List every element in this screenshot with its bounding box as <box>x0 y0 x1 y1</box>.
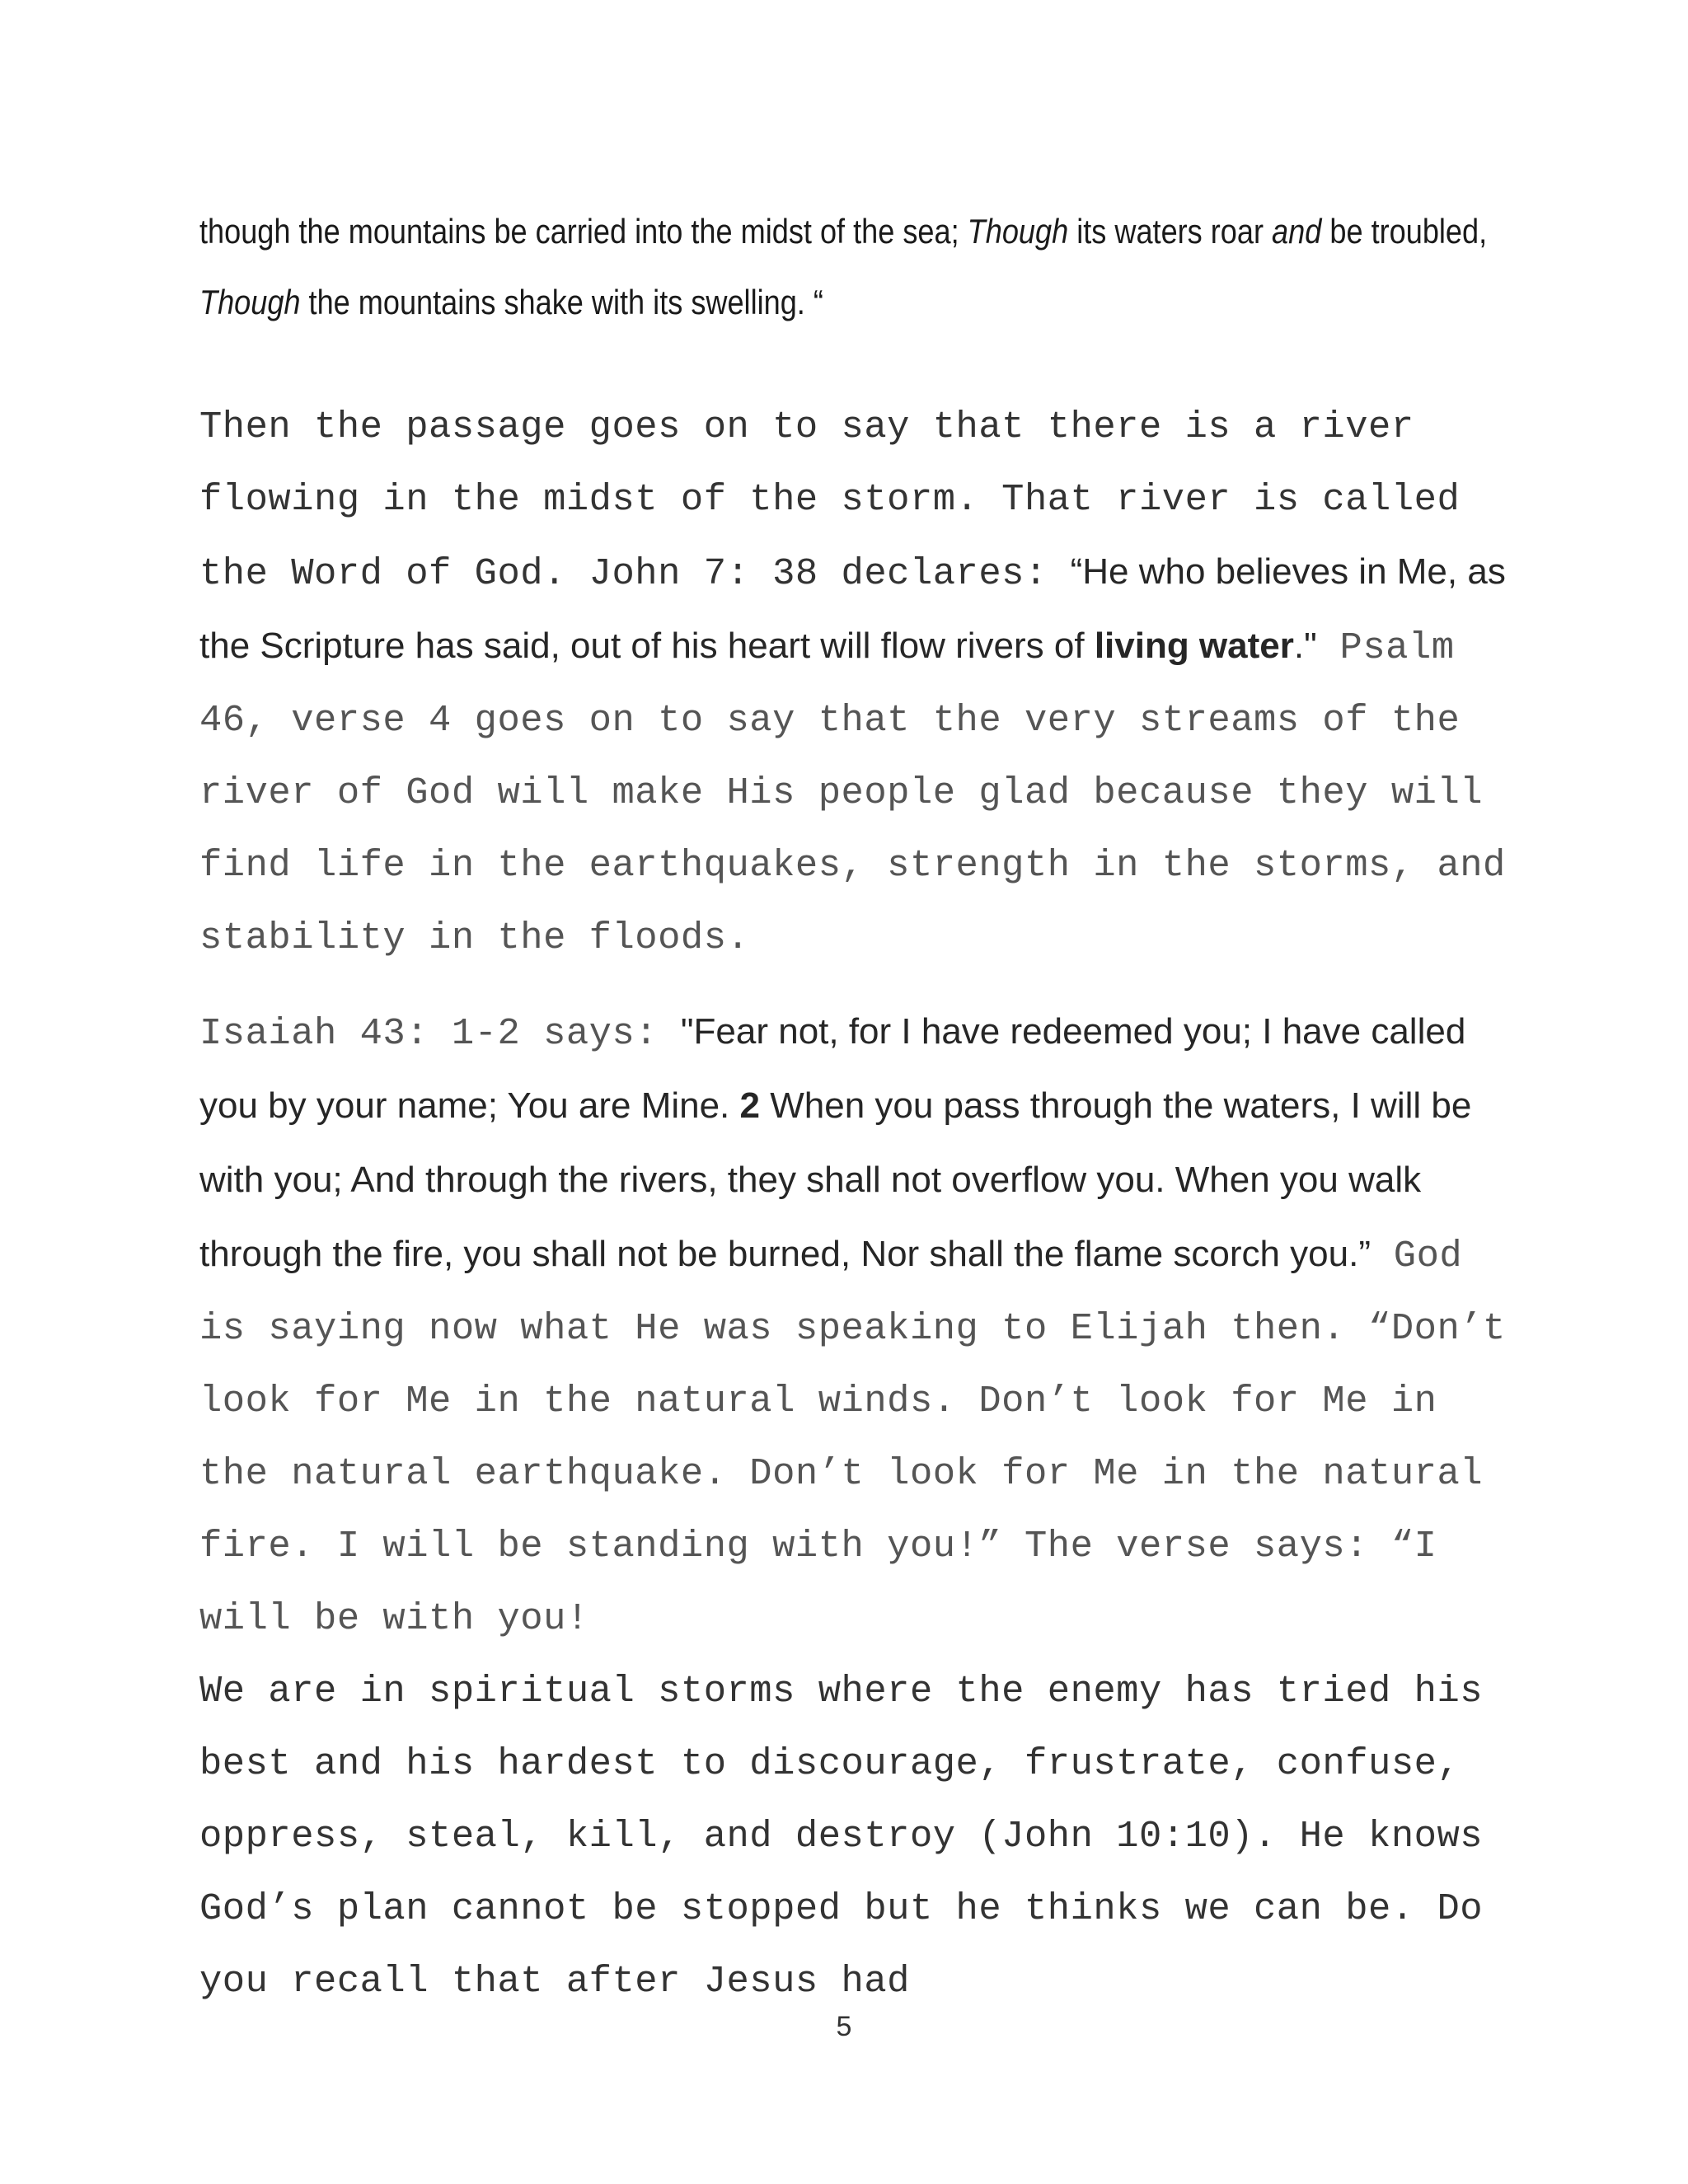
p3-quote-isaiah-part-1: "Fear not, for I have redeemed you; I have called you by your name; You are Mine. <box>199 1011 1466 1126</box>
p1-italic-and: and <box>1272 212 1322 251</box>
p1-italic-though-2: Though <box>199 283 301 321</box>
p4-text-a: We are in spiritual storms where the enemy has tried his best and his hardest to discourage, frustrate, confuse, oppress, steal, kill, and destroy (John 10:10). He knows God’s plan cannot be stopped but he thinks we can be. Do you recall that after Jesus had <box>199 1670 1484 2003</box>
p3-verse-number: 2 <box>739 1085 760 1126</box>
p1-text-c: its waters roar <box>1068 212 1273 251</box>
page-number: 5 <box>836 2011 852 2042</box>
p2-text-e: Psalm 46, verse 4 goes on to say that the very streams of the river of God will make His people glad because they will find life in the earthquakes, strength in the storms, and stability in the floods. <box>199 626 1506 959</box>
p3-quote-isaiah-part-2: When you pass through the waters, I will be with you; And through the rivers, they shall not overflow you. When you walk through the fire, you shall not be burned, Nor shall the flame scorch you.” <box>199 1085 1472 1274</box>
p3-text-a: Isaiah 43: 1-2 says: <box>199 1012 681 1055</box>
p2-quote-end: ." <box>1293 626 1317 666</box>
p2-text-a: Then the passage goes on to say that there is a river flowing in the midst of the storm. That river is called the Word of God. John 7: 38 declares: <box>199 405 1461 595</box>
p1-italic-though-1: Though <box>967 212 1069 251</box>
paragraph-spiritual-storms <box>199 1658 1518 2021</box>
p1-text-a: though the mountains be carried into the midst of the sea; <box>199 212 968 251</box>
p1-text-g: the mountains shake with its swelling. “ <box>300 283 823 321</box>
paragraph-river-word-of-god <box>199 394 1518 977</box>
paragraph-isaiah-43 <box>199 999 1518 1658</box>
p1-text-e: be troubled, <box>1321 212 1488 251</box>
p2-bold-living-water: living water <box>1094 626 1294 666</box>
p2-quote-john-7-38: “He who believes in Me, as the Scripture has said, out of his heart will flow rivers of <box>199 551 1506 666</box>
paragraph-psalm-46-continuation <box>199 196 1518 338</box>
p3-text-e: God is saying now what He was speaking to Elijah then. “Don’t look for Me in the natural winds. Don’t look for Me in the natural earthquake. Don’t look for Me in the natural fire. I will be standing with you!” The verse says: “I will be with you! <box>199 1235 1506 1640</box>
